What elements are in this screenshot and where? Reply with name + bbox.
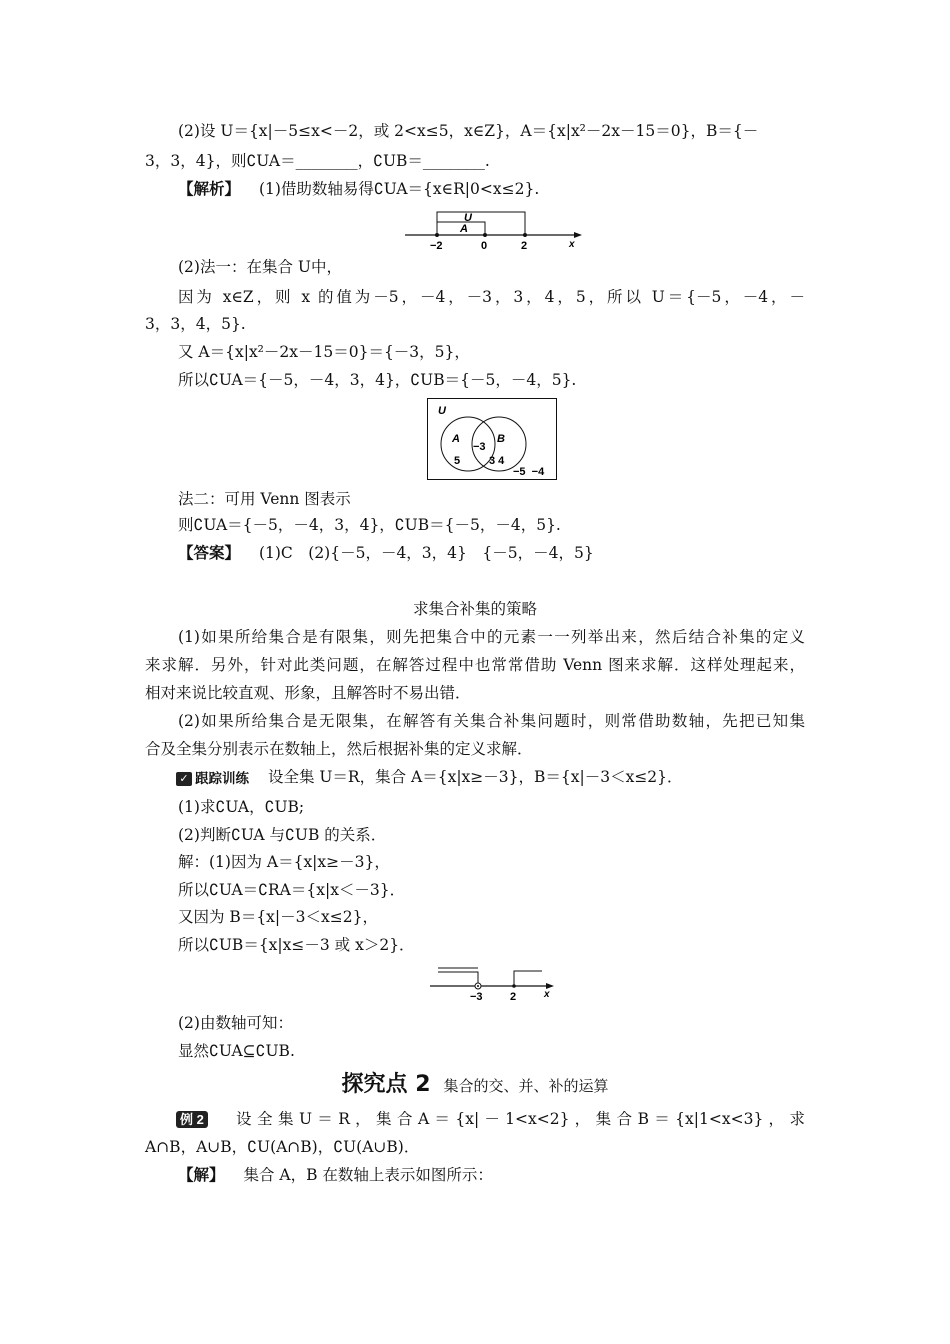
example-badge: 例 2 [176,1111,208,1128]
track-sol-2: 所以∁UA＝∁RA＝{x|x＜－3}． [178,881,406,899]
section-title: 探究点 2 [341,1072,431,1097]
venn-intersection: −3 [473,441,486,453]
section-subtitle: 集合的交、并、补的运算 [443,1077,609,1095]
track-q2: (2)判断∁UA 与∁UB 的关系． [178,826,387,844]
solution-text: 集合 A，B 在数轴上表示如图所示： [243,1166,493,1184]
line-a-set: 又 A＝{x|x²－2x－15＝0}＝{－3，5}， [178,343,470,361]
line-track-exercise [176,766,683,790]
analysis-text: (1)借助数轴易得∁UA＝{x∈R|0<x≤2}. [258,180,540,198]
strategy-1c: 相对来说比较直观、形象，且解答时不易出错． [145,684,471,702]
track-sol-5: (2)由数轴可知： [178,1014,293,1032]
number-line-figure-2 [428,962,558,1006]
line-answer [178,542,594,564]
line-u-set: 3，3，4，5}. [145,315,246,333]
line-problem-2a: (2)设 U＝{x|－5≤x<－2，或 2<x≤5，x∈Z}，A＝{x|x²－2x－15＝0}，B＝{－ [178,122,759,140]
track-q1: (1)求∁UA，∁UB; [178,798,305,816]
track-sol-4: 所以∁UB＝{x|x≤－3 或 x＞2}． [178,936,415,954]
venn-label-A: A [452,433,460,445]
answer-tag: 【答案】 [178,543,241,562]
line-venn-result: 则∁UA＝{－5，－4，3，4}，∁UB＝{－5，－4，5}. [178,516,561,534]
section-heading [0,1070,950,1101]
track-sol-6: 显然∁UA⊆∁UB. [178,1042,295,1060]
fig1-label-U: U [464,212,472,224]
line-method2: 法二：可用 Venn 图表示 [178,490,351,508]
example-text-1: 设 全 集 U ＝ R ， 集 合 A ＝ {x| － 1<x<2} ， 集 合 B ＝ {x|1<x<3} ， 求 [236,1110,805,1128]
fig1-axis-x: x [569,239,575,250]
fig2-tick-neg3: −3 [470,991,483,1003]
fig2-tick-2: 2 [510,991,517,1003]
venn-a-only: 5 [454,455,461,467]
strategy-1a: (1)如果所给集合是有限集，则先把集合中的元素一一列举出来，然后结合补集的定义 [178,628,805,646]
fig1-tick-2: 2 [521,240,528,252]
strategy-title: 求集合补集的策略 [412,600,537,618]
venn-label-U: U [438,405,446,417]
strategy-2a: (2)如果所给集合是无限集，在解答有关集合补集问题时，则常借助数轴，先把已知集 [178,712,805,730]
track-training-label [176,768,249,790]
solution-tag: 【解】 [178,1165,225,1184]
strategy-1b: 来求解．另外，针对此类问题，在解答过程中也常常借助 Venn 图来求解．这样处理起来， [145,656,805,674]
analysis-tag: 【解析】 [178,179,241,198]
line-analysis [178,178,539,200]
line-method1: (2)法一：在集合 U中， [178,258,342,276]
fig1-tick-neg2: −2 [430,240,443,252]
line-solution [178,1164,493,1186]
track-training-text: 跟踪训练 [195,771,249,786]
track-sol-3: 又因为 B＝{x|－3＜x≤2}， [178,908,378,926]
number-line-figure-1 [400,205,590,255]
venn-outside: −5 −4 [513,466,545,478]
venn-label-B: B [497,433,505,445]
track-question: 设全集 U＝R，集合 A＝{x|x≥－3}，B＝{x|－3＜x≤2}． [267,768,683,786]
line-example [176,1108,208,1130]
example-text-2: A∩B，A∪B，∁U(A∩B)，∁U(A∪B)． [145,1138,420,1156]
track-sol-1: 解：(1)因为 A＝{x|x≥－3}， [178,853,390,871]
check-icon: ✓ [176,772,192,786]
fig1-tick-0: 0 [481,240,488,252]
fig1-label-A: A [460,223,468,235]
fig2-axis-x: x [544,989,550,1000]
line-complements: 所以∁UA＝{－5，－4，3，4}，∁UB＝{－5，－4，5}. [178,371,577,389]
venn-diagram [427,398,557,480]
line-because: 因为 x∈Z，则 x 的值为－5，－4，－3，3，4，5，所以 U＝{－5，－4，－ [178,288,805,306]
answer-text: (1)C (2){－5，－4，3，4} {－5，－4，5} [258,544,594,562]
venn-b-only: 3 4 [489,455,505,467]
line-problem-2b: 3，3，4}，则∁UA＝________，∁UB＝________. [145,152,490,170]
strategy-2b: 合及全集分别表示在数轴上，然后根据补集的定义求解． [145,740,533,758]
